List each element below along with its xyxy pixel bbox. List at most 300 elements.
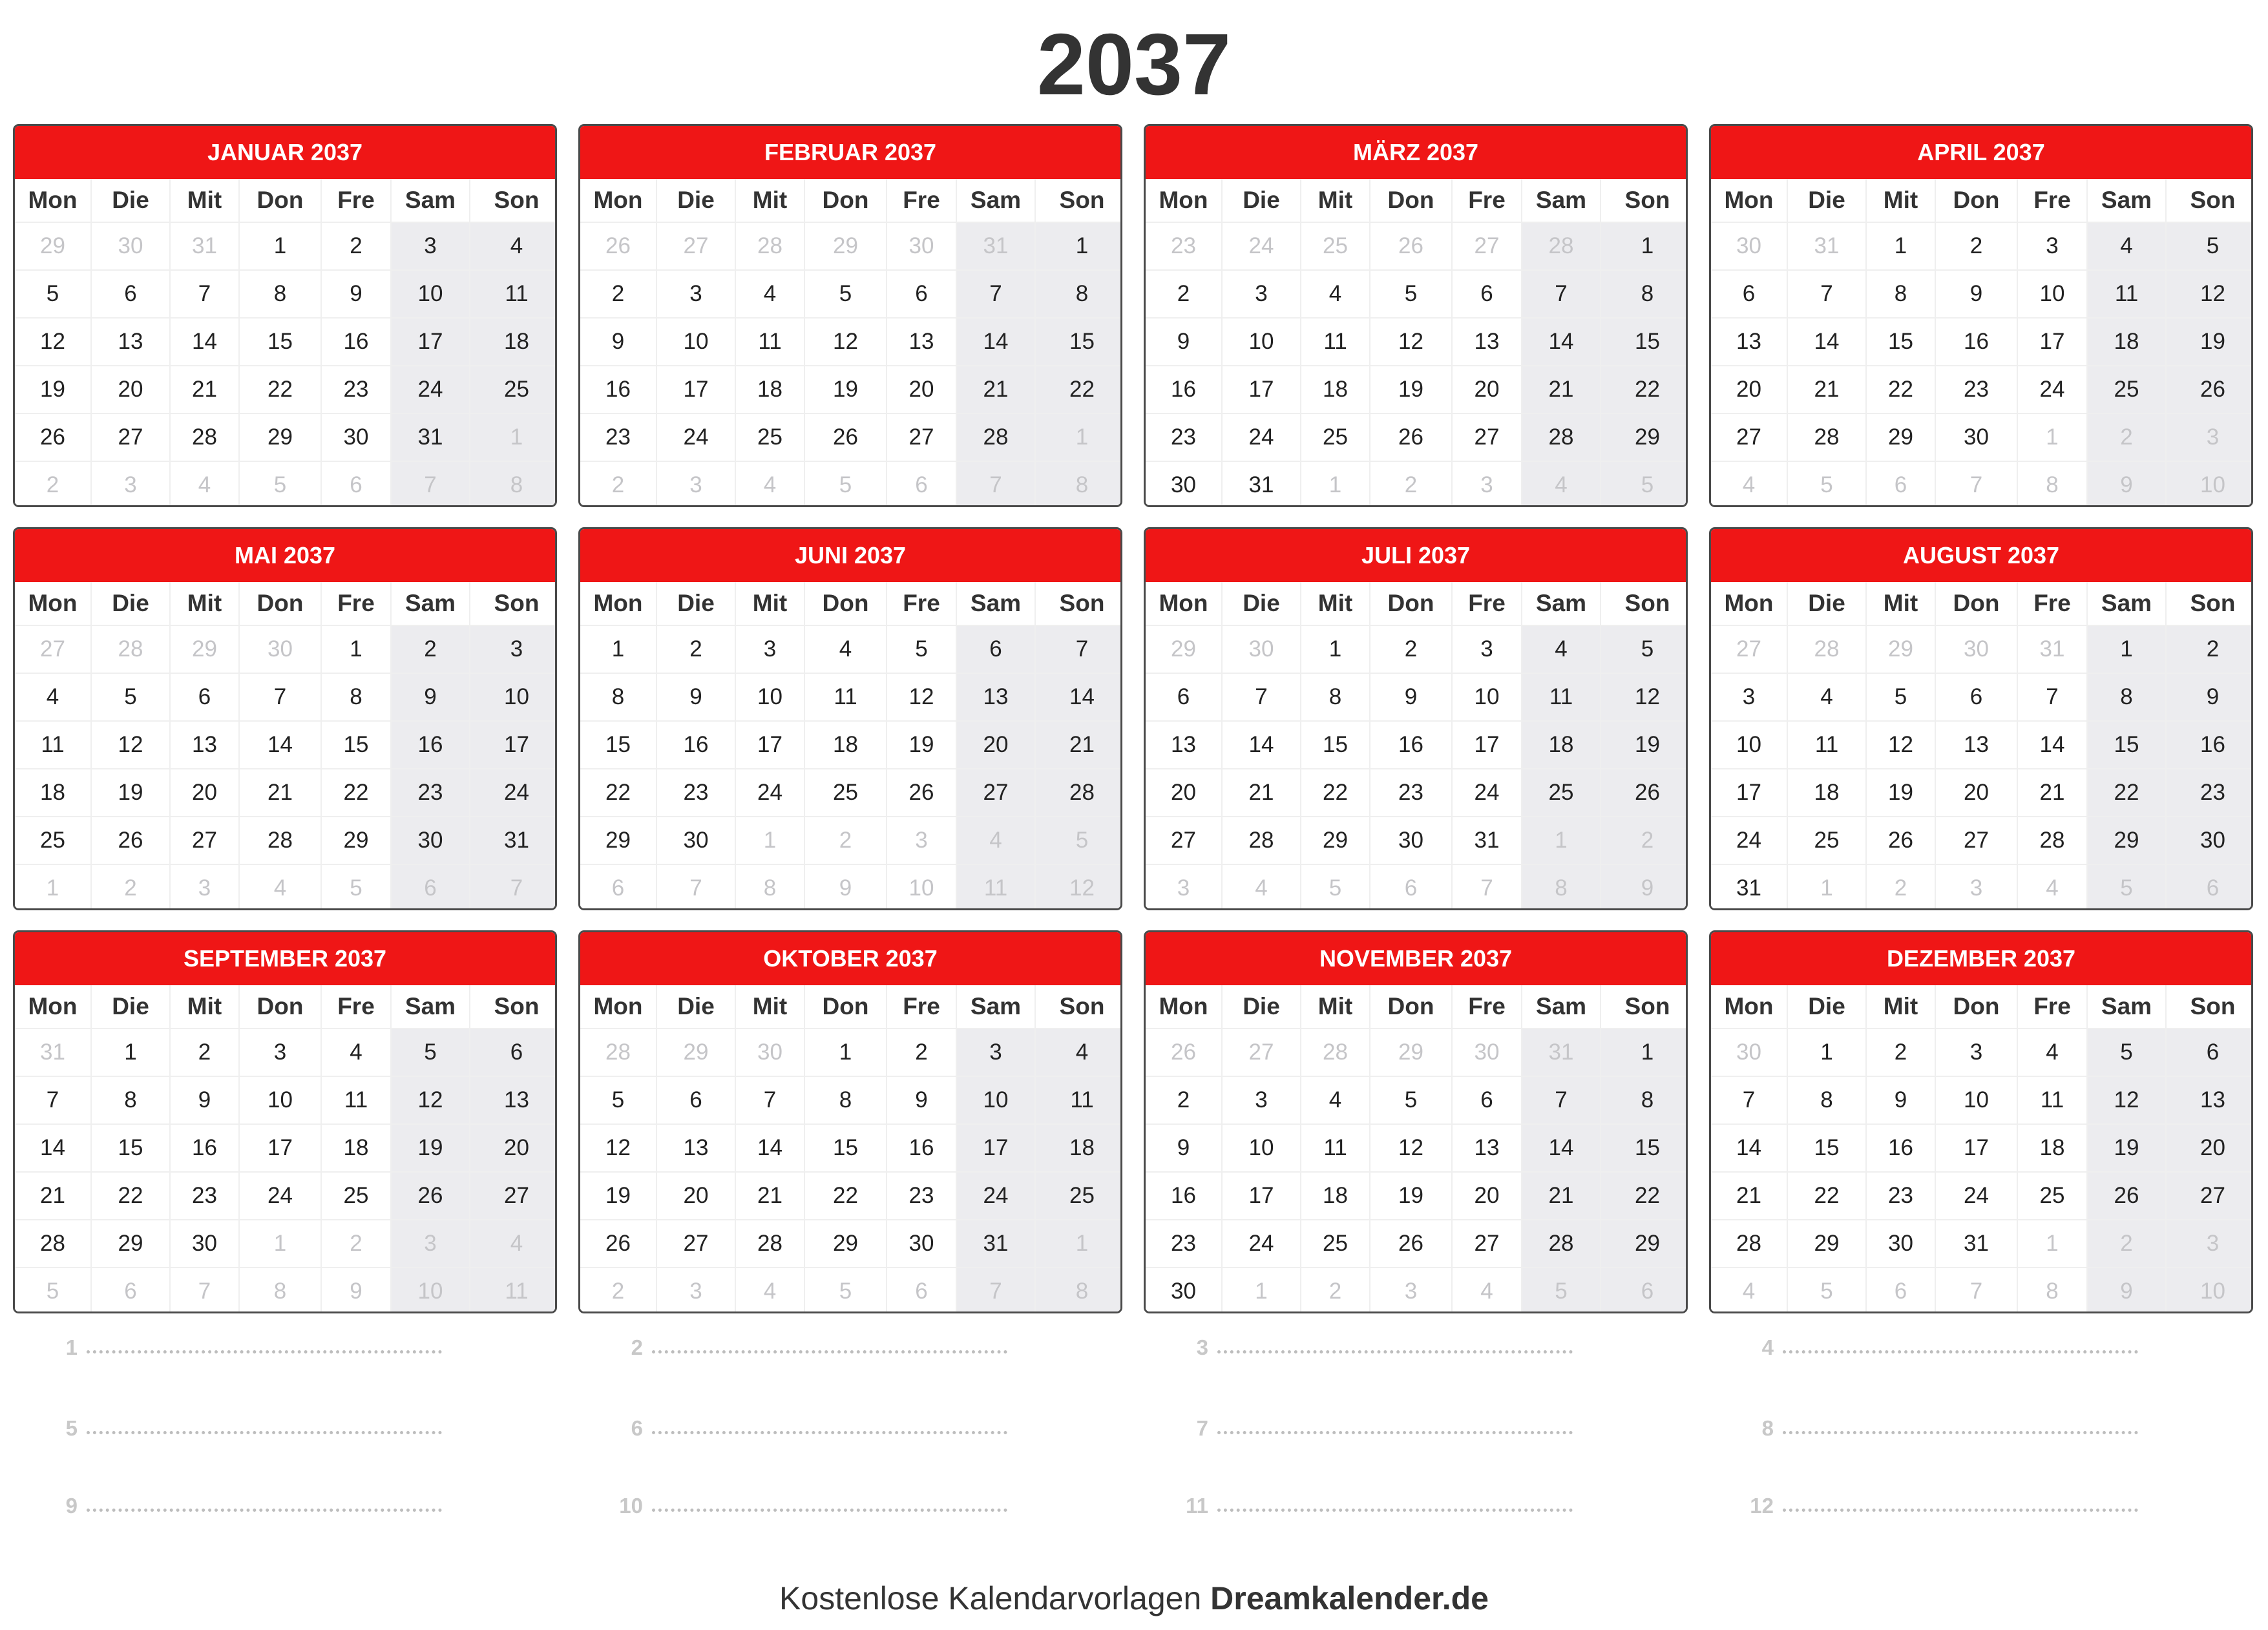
day-cell: 14 [1522,319,1600,365]
day-cell: 22 [1788,1173,1865,1219]
day-cell: 6 [887,271,956,317]
adjacent-month-day: 31 [957,223,1034,269]
adjacent-month-day: 1 [2018,414,2086,461]
day-cell: 25 [805,769,886,816]
adjacent-month-day: 7 [470,865,557,910]
day-cell: 29 [805,1220,886,1267]
day-cell: 24 [1453,769,1521,816]
adjacent-month-day: 3 [392,1220,469,1267]
day-cell: 25 [1788,817,1865,864]
weekday-header: Sam [957,582,1034,625]
weekday-header: Sam [1522,179,1600,222]
adjacent-month-day: 2 [805,817,886,864]
weekday-header: Die [92,985,169,1028]
weekday-header: Mon [1146,582,1221,625]
adjacent-month-day: 30 [1936,626,2017,673]
note-line[interactable] [1735,1486,2138,1518]
day-cell: 23 [580,414,656,461]
note-line[interactable] [1170,1408,1573,1441]
day-cell: 23 [657,769,735,816]
month-title: OKTOBER 2037 [580,932,1120,985]
day-cell: 4 [1301,1077,1369,1123]
footer-text: Kostenlose Kalendarvorlagen [779,1580,1202,1616]
weekday-header: Die [657,179,735,222]
adjacent-month-day: 2 [2088,414,2165,461]
adjacent-month-day: 10 [2167,1268,2253,1313]
day-cell: 16 [322,319,390,365]
day-cell: 5 [1370,1077,1451,1123]
day-cell: 10 [470,674,557,720]
day-cell: 6 [470,1029,557,1076]
adjacent-month-day: 5 [1301,865,1369,910]
adjacent-month-day: 6 [887,462,956,507]
weekday-header: Mit [171,179,238,222]
day-cell: 1 [1788,1029,1865,1076]
month-calendar [13,930,557,1313]
adjacent-month-day: 12 [1036,865,1122,910]
weekday-header: Fre [2018,582,2086,625]
year-title: 2037 [1036,16,1232,113]
day-cell: 27 [1936,817,2017,864]
adjacent-month-day: 2 [92,865,169,910]
note-line[interactable] [1170,1328,1573,1360]
adjacent-month-day: 11 [470,1268,557,1313]
day-cell: 8 [805,1077,886,1123]
dotted-line [1783,1431,2138,1434]
adjacent-month-day: 27 [1223,1029,1300,1076]
adjacent-month-day: 6 [580,865,656,910]
day-cell: 23 [2167,769,2253,816]
adjacent-month-day: 5 [240,462,320,507]
day-cell: 16 [171,1125,238,1171]
note-number: 8 [1761,1416,1774,1440]
adjacent-month-day: 6 [1601,1268,1688,1313]
adjacent-month-day: 3 [2167,1220,2253,1267]
weekday-header: Fre [1453,179,1521,222]
note-line[interactable] [604,1328,1007,1360]
day-cell: 9 [580,319,656,365]
month-calendar [1709,930,2253,1313]
weekday-header: Sam [957,985,1034,1028]
adjacent-month-day: 29 [1867,626,1935,673]
adjacent-month-day: 1 [1223,1268,1300,1313]
day-cell: 17 [1223,366,1300,413]
adjacent-month-day: 26 [1146,1029,1221,1076]
weekday-header: Mit [171,582,238,625]
adjacent-month-day: 6 [887,1268,956,1313]
day-cell: 20 [470,1125,557,1171]
day-cell: 4 [1788,674,1865,720]
weekday-header: Die [1788,582,1865,625]
day-cell: 29 [92,1220,169,1267]
day-cell: 18 [1522,722,1600,768]
month-calendar [1709,124,2253,507]
month-title: JANUAR 2037 [15,126,555,179]
note-number: 1 [65,1335,78,1359]
day-cell: 16 [1370,722,1451,768]
dotted-line [87,1509,442,1512]
weekday-header: Mit [736,179,804,222]
day-cell: 10 [957,1077,1034,1123]
day-cell: 11 [805,674,886,720]
day-cell: 21 [736,1173,804,1219]
day-cell: 30 [322,414,390,461]
day-cell: 8 [92,1077,169,1123]
day-cell: 11 [1788,722,1865,768]
adjacent-month-day: 28 [1788,626,1865,673]
day-cell: 28 [1711,1220,1787,1267]
adjacent-month-day: 2 [580,462,656,507]
day-cell: 3 [736,626,804,673]
day-cell: 26 [92,817,169,864]
adjacent-month-day: 9 [2088,1268,2165,1313]
day-cell: 8 [1788,1077,1865,1123]
footer-brand[interactable]: Dreamkalender.de [1210,1580,1489,1616]
day-cell: 6 [657,1077,735,1123]
weekday-header: Fre [887,582,956,625]
adjacent-month-day: 29 [171,626,238,673]
day-cell: 16 [1936,319,2017,365]
day-cell: 1 [1601,223,1688,269]
day-cell: 21 [1036,722,1122,768]
day-cell: 30 [1146,1268,1221,1313]
day-cell: 26 [1601,769,1688,816]
day-cell: 14 [1223,722,1300,768]
day-cell: 1 [1601,1029,1688,1076]
adjacent-month-day: 30 [1711,1029,1787,1076]
note-line[interactable] [604,1486,1007,1518]
day-cell: 4 [805,626,886,673]
day-cell: 24 [1223,414,1300,461]
day-cell: 7 [1522,1077,1600,1123]
day-cell: 11 [1522,674,1600,720]
day-cell: 15 [240,319,320,365]
day-cell: 23 [1867,1173,1935,1219]
day-cell: 28 [15,1220,90,1267]
day-cell: 8 [1601,1077,1688,1123]
day-cell: 7 [240,674,320,720]
day-cell: 26 [1370,1220,1451,1267]
weekday-header: Fre [2018,985,2086,1028]
adjacent-month-day: 7 [1936,1268,2017,1313]
day-cell: 13 [92,319,169,365]
adjacent-month-day: 3 [657,462,735,507]
adjacent-month-day: 27 [1711,626,1787,673]
adjacent-month-day: 11 [957,865,1034,910]
note-line[interactable] [39,1486,442,1518]
day-cell: 6 [92,271,169,317]
adjacent-month-day: 3 [1370,1268,1451,1313]
day-cell: 9 [2167,674,2253,720]
day-cell: 9 [657,674,735,720]
day-cell: 22 [240,366,320,413]
day-cell: 18 [322,1125,390,1171]
weekday-header: Fre [2018,179,2086,222]
day-cell: 30 [1867,1220,1935,1267]
day-cell: 24 [1711,817,1787,864]
adjacent-month-day: 7 [657,865,735,910]
day-cell: 2 [657,626,735,673]
adjacent-month-day: 5 [1522,1268,1600,1313]
adjacent-month-day: 31 [1522,1029,1600,1076]
day-cell: 12 [1601,674,1688,720]
weekday-header: Don [1936,582,2017,625]
day-cell: 8 [1867,271,1935,317]
day-cell: 6 [1711,271,1787,317]
day-cell: 8 [1301,674,1369,720]
adjacent-month-day: 1 [1036,414,1122,461]
day-cell: 14 [240,722,320,768]
day-cell: 9 [1146,1125,1221,1171]
weekday-header: Mon [15,179,90,222]
month-title: JULI 2037 [1146,529,1686,582]
day-cell: 20 [887,366,956,413]
day-cell: 3 [657,271,735,317]
day-cell: 13 [887,319,956,365]
day-cell: 28 [1522,414,1600,461]
day-cell: 26 [2167,366,2253,413]
weekday-header: Mon [1711,985,1787,1028]
day-cell: 14 [1788,319,1865,365]
day-cell: 18 [1788,769,1865,816]
day-cell: 25 [2018,1173,2086,1219]
month-title: MÄRZ 2037 [1146,126,1686,179]
weekday-header: Mon [1146,179,1221,222]
day-cell: 17 [736,722,804,768]
day-cell: 25 [736,414,804,461]
day-cell: 3 [1936,1029,2017,1076]
day-cell: 24 [736,769,804,816]
note-line[interactable] [1170,1486,1573,1518]
adjacent-month-day: 28 [92,626,169,673]
day-cell: 22 [805,1173,886,1219]
footer [0,1580,2268,1617]
dotted-line [1217,1350,1573,1353]
day-cell: 16 [657,722,735,768]
day-cell: 27 [1711,414,1787,461]
adjacent-month-day: 7 [171,1268,238,1313]
adjacent-month-day: 28 [1522,223,1600,269]
day-cell: 1 [322,626,390,673]
note-line[interactable] [1735,1408,2138,1441]
day-cell: 1 [2088,626,2165,673]
day-cell: 25 [1301,414,1369,461]
day-cell: 27 [470,1173,557,1219]
adjacent-month-day: 7 [957,1268,1034,1313]
adjacent-month-day: 5 [322,865,390,910]
adjacent-month-day: 30 [1453,1029,1521,1076]
day-cell: 20 [171,769,238,816]
day-cell: 31 [1453,817,1521,864]
adjacent-month-day: 1 [2018,1220,2086,1267]
adjacent-month-day: 1 [1301,462,1369,507]
day-cell: 31 [1223,462,1300,507]
adjacent-month-day: 9 [1601,865,1688,910]
day-cell: 20 [2167,1125,2253,1171]
day-cell: 24 [392,366,469,413]
day-cell: 30 [2167,817,2253,864]
weekday-header: Son [1601,582,1688,625]
weekday-header: Mit [1301,179,1369,222]
month-title: FEBRUAR 2037 [580,126,1120,179]
day-cell: 6 [2167,1029,2253,1076]
weekday-header: Mit [736,985,804,1028]
adjacent-month-day: 27 [15,626,90,673]
day-cell: 17 [657,366,735,413]
adjacent-month-day: 6 [92,1268,169,1313]
day-cell: 2 [1146,1077,1221,1123]
day-cell: 19 [15,366,90,413]
day-cell: 9 [887,1077,956,1123]
day-cell: 26 [2088,1173,2165,1219]
weekday-header: Son [1036,582,1122,625]
note-line[interactable] [39,1328,442,1360]
day-cell: 23 [887,1173,956,1219]
day-cell: 14 [1036,674,1122,720]
day-cell: 12 [2088,1077,2165,1123]
month-calendar [1144,527,1688,910]
adjacent-month-day: 26 [1370,223,1451,269]
day-cell: 14 [2018,722,2086,768]
adjacent-month-day: 8 [2018,1268,2086,1313]
day-cell: 20 [957,722,1034,768]
adjacent-month-day: 8 [1036,462,1122,507]
day-cell: 17 [1936,1125,2017,1171]
adjacent-month-day: 4 [470,1220,557,1267]
adjacent-month-day: 6 [2167,865,2253,910]
day-cell: 5 [805,271,886,317]
day-cell: 7 [15,1077,90,1123]
adjacent-month-day: 4 [240,865,320,910]
day-cell: 1 [1301,626,1369,673]
adjacent-month-day: 2 [1601,817,1688,864]
day-cell: 4 [2088,223,2165,269]
day-cell: 17 [1453,722,1521,768]
adjacent-month-day: 30 [92,223,169,269]
day-cell: 10 [657,319,735,365]
day-cell: 4 [470,223,557,269]
day-cell: 26 [805,414,886,461]
day-cell: 14 [957,319,1034,365]
month-calendar [578,124,1122,507]
day-cell: 30 [887,1220,956,1267]
day-cell: 2 [1936,223,2017,269]
day-cell: 24 [1936,1173,2017,1219]
note-line[interactable] [604,1408,1007,1441]
day-cell: 19 [580,1173,656,1219]
weekday-header: Die [1223,582,1300,625]
month-calendar [13,124,557,507]
weekday-header: Mit [736,582,804,625]
month-calendar [578,930,1122,1313]
weekday-header: Son [2167,985,2253,1028]
day-cell: 4 [1522,626,1600,673]
day-cell: 9 [171,1077,238,1123]
weekday-header: Sam [1522,985,1600,1028]
day-cell: 24 [657,414,735,461]
weekday-header: Sam [2088,985,2165,1028]
day-cell: 3 [240,1029,320,1076]
day-cell: 17 [957,1125,1034,1171]
day-cell: 5 [887,626,956,673]
adjacent-month-day: 6 [392,865,469,910]
day-cell: 4 [322,1029,390,1076]
day-cell: 22 [2088,769,2165,816]
day-cell: 5 [1601,626,1688,673]
adjacent-month-day: 29 [1370,1029,1451,1076]
weekday-header: Sam [392,582,469,625]
day-cell: 26 [887,769,956,816]
day-cell: 21 [1788,366,1865,413]
adjacent-month-day: 3 [1936,865,2017,910]
note-line[interactable] [39,1408,442,1441]
day-cell: 24 [957,1173,1034,1219]
day-cell: 6 [1936,674,2017,720]
day-cell: 22 [1601,1173,1688,1219]
adjacent-month-day: 5 [1788,462,1865,507]
day-cell: 12 [805,319,886,365]
day-cell: 15 [1867,319,1935,365]
day-cell: 17 [2018,319,2086,365]
weekday-header: Mon [1146,985,1221,1028]
adjacent-month-day: 7 [1936,462,2017,507]
month-title: APRIL 2037 [1711,126,2251,179]
day-cell: 18 [1301,366,1369,413]
day-cell: 19 [887,722,956,768]
weekday-header: Don [240,985,320,1028]
day-cell: 2 [392,626,469,673]
day-cell: 2 [1370,626,1451,673]
adjacent-month-day: 30 [887,223,956,269]
day-cell: 27 [1146,817,1221,864]
day-cell: 7 [957,271,1034,317]
day-cell: 7 [1223,674,1300,720]
day-cell: 3 [2018,223,2086,269]
day-cell: 2 [580,271,656,317]
adjacent-month-day: 10 [2167,462,2253,507]
day-cell: 5 [92,674,169,720]
adjacent-month-day: 4 [1453,1268,1521,1313]
day-cell: 7 [1788,271,1865,317]
day-cell: 13 [1711,319,1787,365]
weekday-header: Mit [1867,985,1935,1028]
weekday-header: Don [805,582,886,625]
day-cell: 13 [1146,722,1221,768]
weekday-header: Mon [15,582,90,625]
day-cell: 13 [1453,319,1521,365]
weekday-header: Mit [171,985,238,1028]
day-cell: 25 [15,817,90,864]
weekday-header: Fre [887,985,956,1028]
weekday-header: Mit [1867,582,1935,625]
day-cell: 8 [322,674,390,720]
day-cell: 19 [1370,366,1451,413]
note-line[interactable] [1735,1328,2138,1360]
day-cell: 30 [657,817,735,864]
day-cell: 3 [1223,271,1300,317]
weekday-header: Son [1601,985,1688,1028]
day-cell: 11 [1036,1077,1122,1123]
day-cell: 14 [1522,1125,1600,1171]
adjacent-month-day: 6 [1370,865,1451,910]
day-cell: 15 [580,722,656,768]
day-cell: 19 [2167,319,2253,365]
day-cell: 8 [240,271,320,317]
day-cell: 10 [240,1077,320,1123]
adjacent-month-day: 28 [1301,1029,1369,1076]
adjacent-month-day: 4 [1522,462,1600,507]
day-cell: 23 [322,366,390,413]
